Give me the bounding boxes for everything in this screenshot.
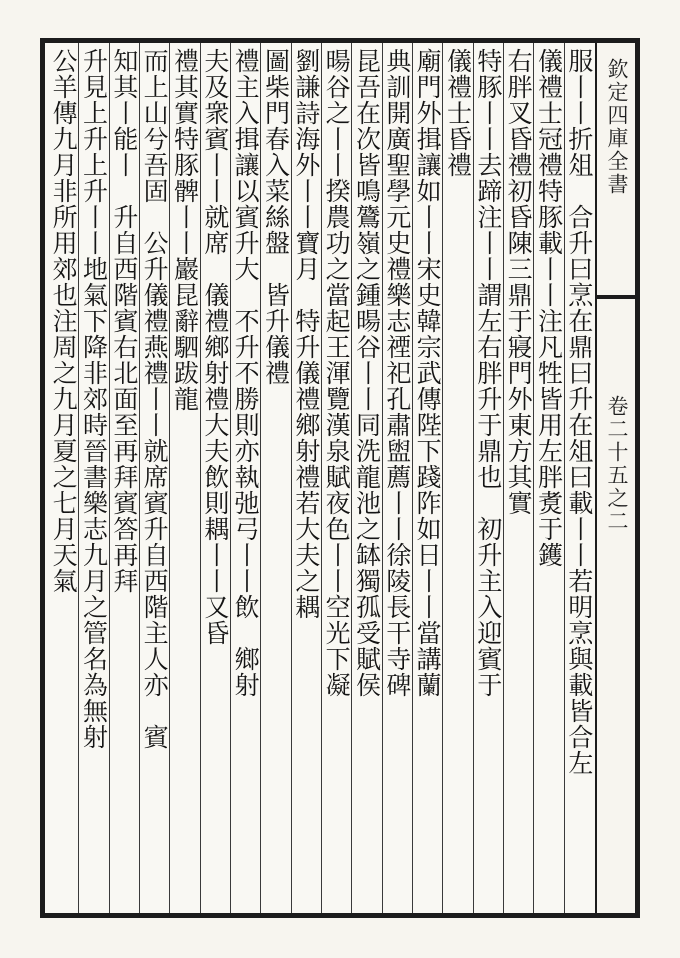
text-column: 昆吾在次皆鳴鷟嶺之鍾暘谷丨丨同洗龍池之缽獨孤受賦侯 xyxy=(352,48,382,698)
text-column: 夫及衆賓丨丨就席 儀禮鄉射禮大夫飲則耦丨丨又昏 xyxy=(200,48,230,646)
column-rule xyxy=(78,43,79,913)
column-rule xyxy=(412,43,413,913)
column-rule xyxy=(291,43,292,913)
column-rule xyxy=(351,43,352,913)
text-column: 劉謙詩海外丨丨寶月 特升儀禮鄉射禮若大夫之耦 xyxy=(291,48,321,620)
fishtail-mark xyxy=(597,295,635,299)
column-rule xyxy=(139,43,140,913)
text-column: 禮其實特豚髀丨丨巖昆辭駟跋龍 xyxy=(170,48,200,412)
text-column: 升見上升上升丨丨地氣下降非郊時晉書樂志九月之管名為無射 xyxy=(79,48,109,750)
text-column: 知其丨能丨 升自西階賓右北面至再拜賓答再拜 xyxy=(109,48,139,594)
column-rule xyxy=(564,43,565,913)
text-column: 公羊傳九月非所用郊也注周之九月夏之七月天氣 xyxy=(49,48,79,594)
column-rule xyxy=(321,43,322,913)
column-rule xyxy=(533,43,534,913)
text-column: 右胖叉昏禮初昏陳三鼎于寢門外東方其實 xyxy=(504,48,534,516)
column-rule xyxy=(442,43,443,913)
column-rule xyxy=(382,43,383,913)
text-column: 暘谷之丨丨揆農功之當起王渾覽漢泉賦夜色丨丨空光下凝 xyxy=(322,48,352,698)
text-column: 圖柴門春入菜絲盤 皆升儀禮 xyxy=(261,48,291,386)
text-column: 儀禮士昏禮 xyxy=(443,48,473,178)
text-column: 禮主入揖讓以賓升大 不升不勝則亦執弛弓丨丨飲 鄉射 xyxy=(231,48,261,698)
text-column: 儀禮士冠禮特豚載丨丨注凡牲皆用左胖煑于鑊 xyxy=(534,48,564,568)
book-title: 欽定四庫全書 xyxy=(605,58,629,196)
column-rule xyxy=(503,43,504,913)
text-column: 特豚丨丨去蹄注丨丨謂左右胖升于鼎也 初升主入迎賓于 xyxy=(473,48,503,698)
column-rule xyxy=(473,43,474,913)
volume-number: 卷二十五之二 xyxy=(605,395,629,533)
text-column: 廟門外揖讓如丨丨宋史韓宗武傳陛下踐阼如日丨丨當講蘭 xyxy=(413,48,443,698)
column-rule xyxy=(260,43,261,913)
text-column: 服丨丨折俎 合升曰烹在鼎曰升在俎曰載丨丨若明烹與載皆合左 xyxy=(564,48,594,776)
column-rule xyxy=(169,43,170,913)
column-rule xyxy=(230,43,231,913)
column-rule xyxy=(109,43,110,913)
column-rule xyxy=(200,43,201,913)
text-column: 而上山兮吾固 公升儀禮燕禮丨丨就席賓升自西階主人亦 賓 xyxy=(140,48,170,750)
text-column: 典訓開廣聖學元史禮樂志禋祀孔肅盥薦丨丨徐陵長干寺碑 xyxy=(382,48,412,698)
